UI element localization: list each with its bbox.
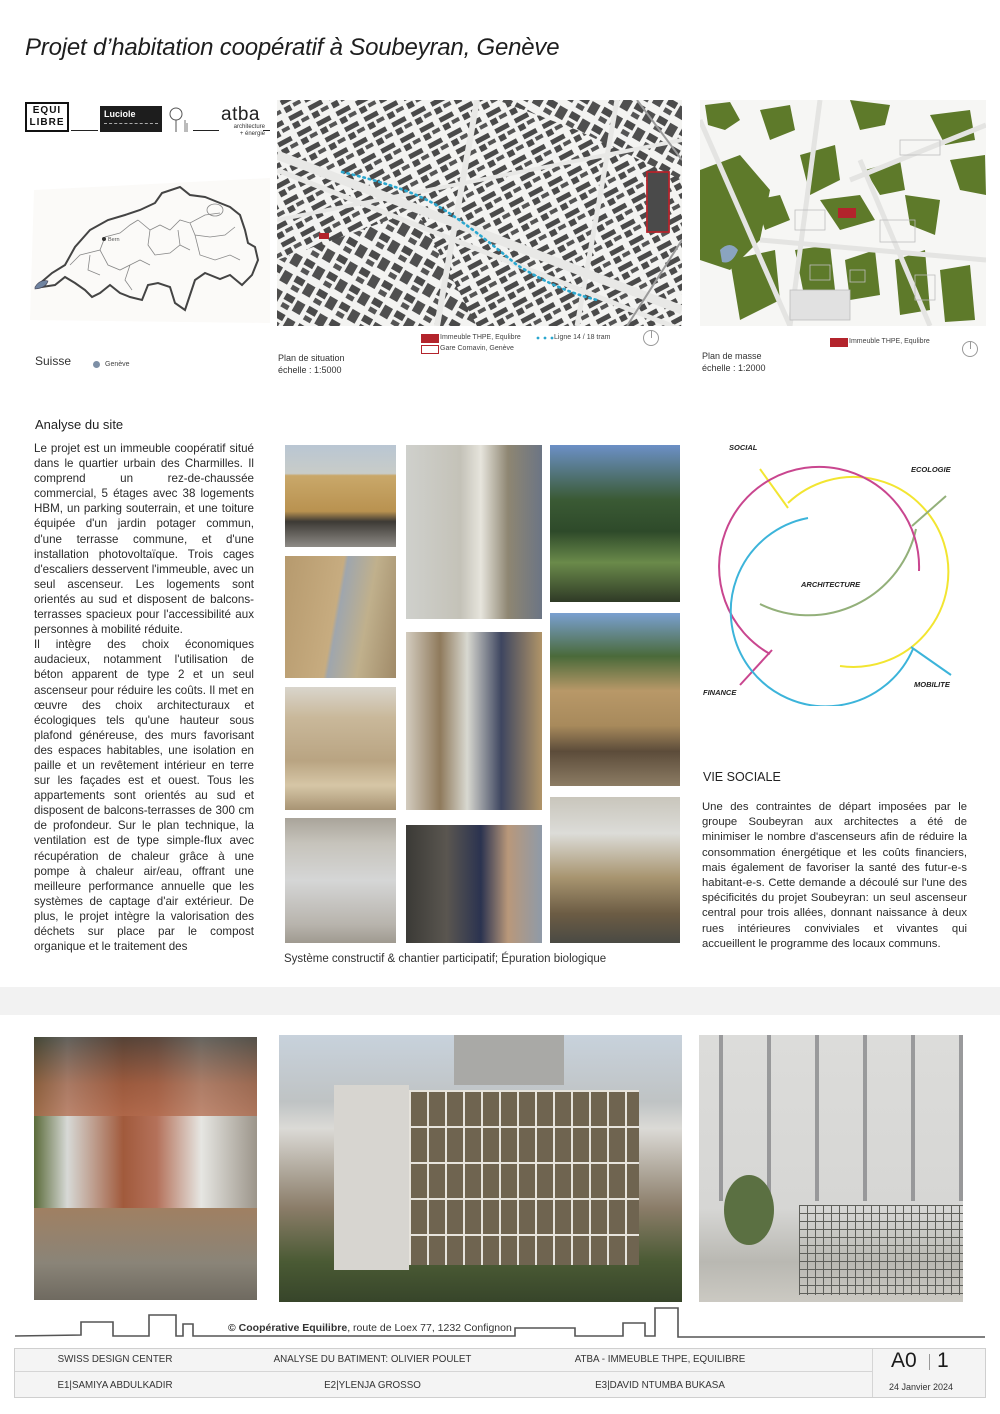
- analyse-heading: Analyse du site: [35, 417, 124, 432]
- logo-divider: [193, 130, 219, 131]
- label-finance: FINANCE: [703, 688, 737, 697]
- label-social: SOCIAL: [729, 443, 758, 452]
- vie-sociale-text: Une des contraintes de départ imposées par le groupe Soubeyran aux architectes a été de minimiser le nombre d'ascenseurs afin de réduire la consommation énergétique et les coûts financiers, mais également de favoriser la santé des futur-e-s habitant-e-s. Cette demande a découlé sur l'une des spécificités du projet Soubeyran: un seul ascenseur central pour trois allées, donnant naissance à deux rues intérieures conviviales et vivantes qui accueillent le programme des locaux communs.: [702, 801, 967, 950]
- situation-plan-caption: [278, 352, 345, 376]
- student-e1: E1|SAMIYA ABDULKADIR: [57, 1380, 173, 1391]
- photo-workers-column: [406, 445, 542, 619]
- ecologie-arc: [760, 529, 916, 615]
- legend-building: Immeuble THPE, Equlibre: [849, 338, 930, 345]
- north-arrow-icon: [643, 330, 659, 346]
- photo-window-frame: [285, 818, 396, 943]
- analyse-paragraph: Le projet est un immeuble coopératif situé dans le quartier urbain des Charmilles. Il comprend un rez-de-chaussée commercial, 5 étages avec 38 logements HBM, un parking souterrain, et une toiture équipée d'un jardin potager commun, d'une terrasse commune, et d'une installation photovoltaïque. Trois cages d'escaliers desservent l'immeuble, avec un seul ascenseur. Les logements sont orientés au sud et disposent de balcons-terrasses spacieux pour l'accessibilité aux personnes à mobilité réduite.: [34, 442, 254, 637]
- legend-swatch-building: [421, 334, 439, 343]
- equilibre-logo: EQUI LIBRE: [25, 102, 69, 132]
- logo-divider: [263, 130, 270, 131]
- student-e2: E2|YLENJA GROSSO: [324, 1380, 421, 1391]
- label-mobilite: MOBILITE: [914, 680, 950, 689]
- mass-plan-caption: [702, 350, 766, 374]
- bern-label: Bern: [108, 237, 120, 243]
- legend-tram: Ligne 14 / 18 tram: [554, 334, 611, 341]
- copyright-address: , route de Loex 77, 1232 Confignon: [347, 1322, 512, 1334]
- luciole-logo-text: Luciole: [104, 109, 136, 119]
- copyright-notice: [228, 1322, 512, 1334]
- situation-plan-title: Plan de situation: [278, 353, 345, 363]
- country-label: Suisse: [35, 354, 72, 368]
- photo-building-facade: [279, 1035, 682, 1302]
- label-architecture: ARCHITECTURE: [801, 580, 861, 589]
- building-marker: [319, 233, 329, 239]
- page-title: Projet d’habitation coopératif à Soubeyran, Genève: [25, 34, 560, 61]
- analyse-paragraph: Il intègre des choix économiques audacieux, notamment l'utilisation de béton apparent de type 2 et un seul ascenseur pour réduire les coûts. Il met en œuvre des choix architecturaux et écologiques tels qu'une hauteur sous plafond généreuse, des murs favorisant des espaces habitables, une isolation en paille et un revêtement intérieur en terre sur les façades est et ouest. Tous les appartements sont orientés au sud et disposent de balcons-terrasses de 300 cm de profondeur. Sur le plan technique, la ventilation est de type simple-flux avec récupération de chaleur grâce à une pompe à chaleur air/eau, offrant une meilleure performance annuelle que les systèmes de captage d'air extérieur. De plus, le projet intègre la valorisation des déchets sur place par le compost organique et le traitement des: [34, 638, 254, 954]
- photo-straw-truck: [285, 445, 396, 547]
- mobilite-arc: [731, 518, 913, 706]
- photo-straw-wall: [285, 556, 396, 678]
- atba-logo-subtitle: architecture + énergie: [233, 124, 265, 137]
- title-block: [14, 1348, 986, 1398]
- photo-gallery-walkway: [34, 1037, 257, 1300]
- mass-plan-map[interactable]: [700, 100, 986, 326]
- analyse-text: [34, 441, 254, 969]
- project-name: ATBA - IMMEUBLE THPE, EQUILIBRE: [574, 1354, 746, 1365]
- logo-divider: [71, 130, 98, 131]
- paper-format: A0: [891, 1349, 917, 1372]
- situation-plan-map[interactable]: [277, 100, 682, 326]
- north-arrow-icon: [962, 341, 978, 357]
- vie-sociale-heading: VIE SOCIALE: [703, 770, 781, 784]
- student-e3: E3|DAVID NTUMBA BUKASA: [595, 1380, 725, 1391]
- finance-connector: [740, 650, 772, 685]
- photo-grid-caption: Système constructif & chantier participatif; Épuration biologique: [284, 953, 607, 965]
- legend-gare: Gare Cornavin, Genève: [440, 345, 514, 352]
- photo-bike-shelter: [699, 1035, 963, 1302]
- photo-compost-system: [550, 797, 680, 943]
- photo-worker-straw: [406, 632, 542, 810]
- label-ecologie: ECOLOGIE: [911, 465, 951, 474]
- analysis-author: ANALYSE DU BATIMENT: OLIVIER POULET: [273, 1354, 472, 1365]
- sheet-date: 24 Janvier 2024: [889, 1382, 954, 1392]
- copyright-owner: © Coopérative Equilibre: [228, 1322, 348, 1334]
- situation-plan-scale: échelle : 1:5000: [278, 365, 342, 375]
- legend-swatch-building: [830, 338, 848, 347]
- photo-phytoepuration-bed: [550, 613, 680, 786]
- legend-tram-dots: [536, 335, 556, 341]
- section-divider-band: [0, 987, 1000, 1015]
- gare-cornavin-marker: [647, 172, 669, 232]
- values-diagram: [700, 438, 970, 706]
- photo-floor-slab: [285, 687, 396, 810]
- situation-plan-drawing: [277, 100, 682, 326]
- tree-icon: [168, 106, 190, 132]
- social-connector: [760, 469, 788, 508]
- legend-building: Immeuble THPE, Equlibre: [440, 334, 521, 341]
- mass-plan-drawing: [700, 100, 986, 326]
- format-separator: [929, 1354, 930, 1370]
- switzerland-map: [30, 175, 270, 325]
- atba-logo: atba: [221, 104, 260, 125]
- building-marker: [838, 208, 856, 218]
- logo-strip: [25, 100, 270, 135]
- photo-workers-helmets: [406, 825, 542, 943]
- geneve-legend-swatch: [93, 361, 100, 368]
- bern-marker: [102, 237, 106, 241]
- title-block-col-divider: [872, 1349, 873, 1397]
- sheet-number: 1: [937, 1349, 949, 1372]
- school-name: SWISS DESIGN CENTER: [57, 1354, 173, 1365]
- title-block-row-divider: [15, 1371, 872, 1372]
- geneve-legend-label: Genève: [105, 361, 130, 368]
- social-arc: [788, 477, 948, 667]
- mobilite-connector: [911, 647, 951, 675]
- mass-plan-scale: échelle : 1:2000: [702, 363, 766, 373]
- mass-plan-title: Plan de masse: [702, 351, 762, 361]
- luciole-logo: [100, 106, 162, 132]
- legend-swatch-gare: [421, 345, 439, 354]
- finance-arc: [719, 467, 919, 654]
- photo-garden-trees: [550, 445, 680, 602]
